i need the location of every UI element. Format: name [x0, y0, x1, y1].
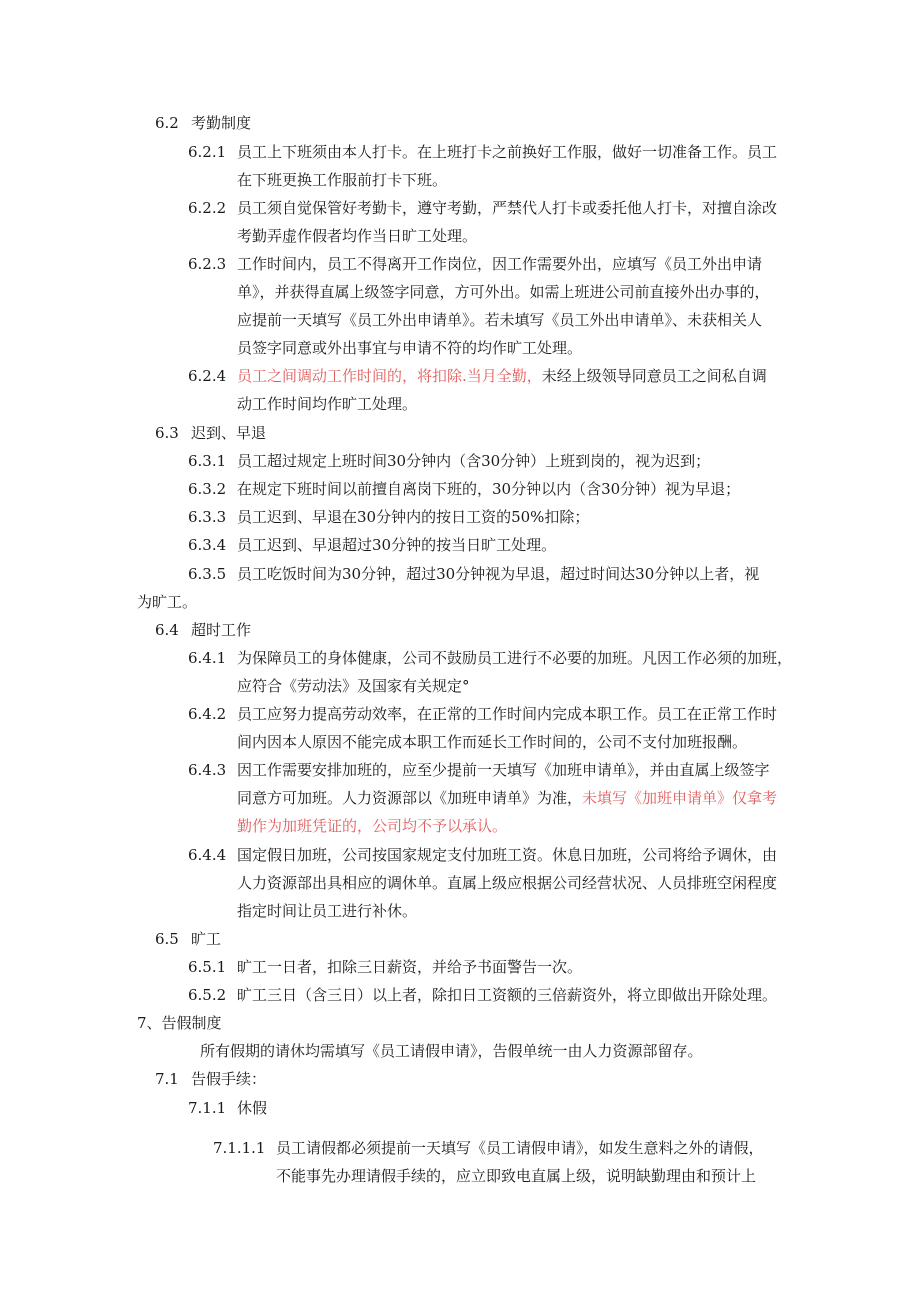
clause-number: 6.2.1 [188, 143, 227, 161]
clause-6-4-2-cont: 间内因本人原因不能完成本职工作而延长工作时间的，公司不支付加班报酬。 [237, 733, 748, 751]
clause-text: 为保障员工的身体健康，公司不鼓励员工进行不必要的加班。凡因工作必须的加班， [237, 649, 793, 667]
clause-text: 员工超过规定上班时间30分钟内（含30分钟）上班到岗的，视为迟到； [237, 452, 711, 470]
clause-6-2-3 [188, 254, 762, 274]
section-number: 6.3 [155, 424, 179, 442]
clause-text: 同意方可加班。人力资源部以《加班申请单》为准， [237, 789, 583, 807]
section-title: 超时工作 [191, 621, 252, 639]
section-6-4-heading [155, 620, 251, 640]
clause-text: 员工迟到、早退在30分钟内的按日工资的50%扣除； [237, 508, 590, 526]
section-6-2-heading [155, 113, 251, 133]
clause-6-4-2 [188, 704, 777, 724]
clause-number: 6.2.3 [188, 255, 227, 273]
section-7-1-1-heading [188, 1098, 267, 1118]
chapter-7-intro: 所有假期的请休均需填写《员工请假申请》，告假单统一由人力资源部留存。 [200, 1042, 703, 1060]
clause-text: 员工应努力提高劳动效率，在正常的工作时间内完成本职工作。员工在正常工作时 [237, 705, 778, 723]
clause-6-4-3-cont [237, 788, 777, 808]
clause-6-5-2 [188, 985, 777, 1005]
clause-text: 员工请假都必须提前一天填写《员工请假申请》，如发生意料之外的请假， [276, 1139, 764, 1157]
clause-text: 员工上下班须由本人打卡。在上班打卡之前换好工作服，做好一切准备工作。员工 [237, 143, 778, 161]
clause-7-1-1-1 [213, 1138, 764, 1158]
clause-number: 6.4.3 [188, 761, 227, 779]
clause-6-3-2 [188, 479, 740, 499]
clause-6-2-2-cont: 考勤弄虚作假者均作当日旷工处理。 [237, 227, 478, 245]
clause-number: 6.3.4 [188, 536, 227, 554]
clause-6-3-4 [188, 535, 556, 555]
clause-text: 在规定下班时间以前擅自离岗下班的，30分钟以内（含30分钟）视为早退； [237, 480, 741, 498]
section-number: 6.2 [155, 114, 179, 132]
clause-6-4-4 [188, 845, 777, 865]
clause-7-1-1-1-cont: 不能事先办理请假手续的，应立即致电直属上级，说明缺勤理由和预计上 [276, 1167, 757, 1185]
section-number: 7.1.1 [188, 1099, 227, 1117]
section-6-5-heading [155, 929, 221, 949]
clause-6-4-3-highlight: 勤作为加班凭证的，公司均不予以承认。 [237, 817, 508, 835]
clause-6-2-3-cont: 员签字同意或外出事宜与申请不符的均作旷工处理。 [237, 339, 583, 357]
clause-6-2-1-cont: 在下班更换工作服前打卡下班。 [237, 171, 448, 189]
section-6-3-heading [155, 423, 266, 443]
clause-6-3-1 [188, 451, 710, 471]
clause-text: 旷工三日（含三日）以上者，除扣日工资额的三倍薪资外，将立即做出开除处理。 [237, 986, 778, 1004]
clause-text: 旷工一日者，扣除三日薪资，并给予书面警告一次。 [237, 958, 583, 976]
section-title: 休假 [237, 1099, 268, 1117]
clause-6-2-2 [188, 198, 777, 218]
clause-6-2-1 [188, 142, 777, 162]
clause-number: 6.3.3 [188, 508, 227, 526]
clause-text: 国定假日加班，公司按国家规定支付加班工资。休息日加班，公司将给予调休，由 [237, 846, 778, 864]
clause-number: 7.1.1.1 [213, 1139, 266, 1157]
section-number: 7.1 [155, 1070, 179, 1088]
clause-number: 6.3.2 [188, 480, 227, 498]
clause-6-2-3-cont: 单》，并获得直属上级签字同意，方可外出。如需上班进公司前直接外出办事的， [237, 283, 770, 301]
clause-number: 6.4.4 [188, 846, 227, 864]
clause-6-4-4-cont: 人力资源部出具相应的调休单。直属上级应根据公司经营状况、人员排班空闲程度 [237, 874, 778, 892]
clause-6-5-1 [188, 957, 582, 977]
section-number: 6.4 [155, 621, 179, 639]
clause-text: 员工吃饭时间为30分钟，超过30分钟视为早退，超过时间达30分钟以上者，视 [237, 565, 760, 583]
clause-6-3-5-cont: 为旷工。 [137, 593, 198, 611]
highlighted-text: 员工之间调动工作时间的，将扣除.当月全勤， [237, 367, 542, 385]
section-number: 6.5 [155, 930, 179, 948]
clause-number: 6.5.1 [188, 958, 227, 976]
clause-6-2-4 [188, 366, 767, 386]
clause-number: 6.2.2 [188, 199, 227, 217]
clause-number: 6.3.1 [188, 452, 227, 470]
clause-number: 6.5.2 [188, 986, 227, 1004]
clause-number: 6.4.1 [188, 649, 227, 667]
clause-text: 未经上级领导同意员工之间私自调 [541, 367, 767, 385]
section-title: 告假手续： [191, 1070, 267, 1088]
clause-6-4-4-cont: 指定时间让员工进行补休。 [237, 902, 418, 920]
chapter-7-heading: 7、告假制度 [137, 1014, 222, 1032]
section-title: 考勤制度 [191, 114, 252, 132]
clause-6-3-3 [188, 507, 589, 527]
highlighted-text: 未填写《加班申请单》仅拿考 [582, 789, 778, 807]
clause-number: 6.3.5 [188, 565, 227, 583]
clause-number: 6.4.2 [188, 705, 227, 723]
clause-6-2-4-cont: 动工作时间均作旷工处理。 [237, 395, 418, 413]
clause-6-2-3-cont: 应提前一天填写《员工外出申请单》。若未填写《员工外出申请单》、未获相关人 [237, 311, 763, 329]
clause-6-4-1-cont: 应符合《劳动法》及国家有关规定° [237, 677, 470, 695]
clause-text: 员工迟到、早退超过30分钟的按当日旷工处理。 [237, 536, 557, 554]
clause-6-3-5 [188, 564, 759, 584]
clause-text: 工作时间内，员工不得离开工作岗位，因工作需要外出，应填写《员工外出申请 [237, 255, 763, 273]
clause-6-4-1 [188, 648, 792, 668]
clause-text: 员工须自觉保管好考勤卡，遵守考勤，严禁代人打卡或委托他人打卡，对擅自涂改 [237, 199, 778, 217]
section-title: 迟到、早退 [191, 424, 267, 442]
clause-6-4-3 [188, 760, 770, 780]
section-title: 旷工 [191, 930, 222, 948]
clause-number: 6.2.4 [188, 367, 227, 385]
clause-text: 因工作需要安排加班的，应至少提前一天填写《加班申请单》，并由直属上级签字 [237, 761, 770, 779]
section-7-1-heading [155, 1069, 266, 1089]
